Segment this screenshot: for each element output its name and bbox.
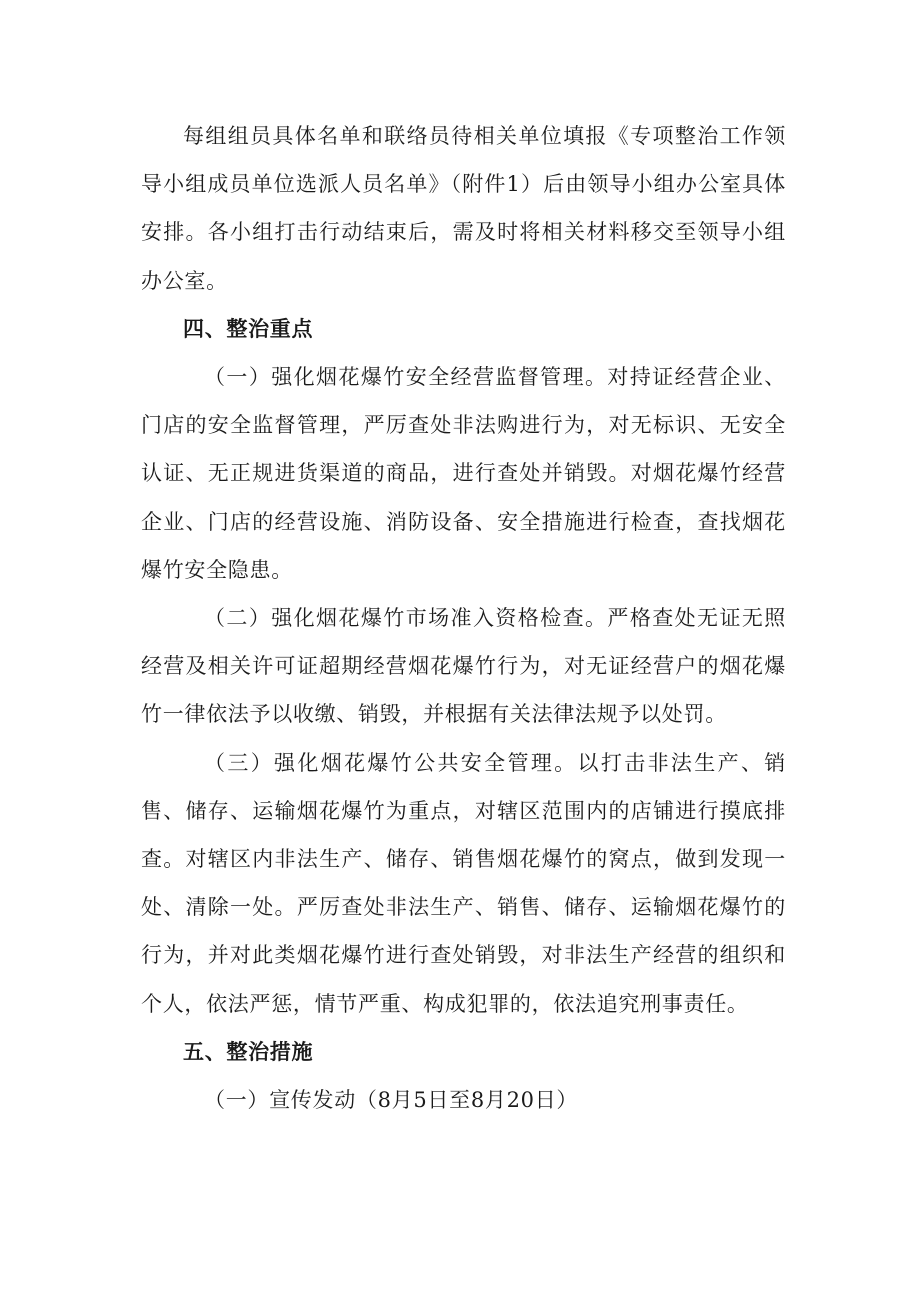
section-heading-rectification-measures: 五、整治措施	[183, 1039, 314, 1064]
section-heading-rectification-focus: 四、整治重点	[183, 316, 314, 341]
paragraph-measure-1: （一）宣传发动（8月5日至8月20日）	[204, 1088, 579, 1113]
paragraph-focus-3: （三）强化烟花爆竹公共安全管理。以打击非法生产、销售、储存、运输烟花爆竹为重点，对辖区范围内的店铺进行摸底排查。对辖区内非法生产、储存、销售烟花爆竹的窝点，做到发现一处、清除一处。严厉查处非法生产、销售、储存、运输烟花爆竹的行为，并对此类烟花爆竹进行查处销毁，对非法生产经营的组织和个人，依法严惩，情节严重、构成犯罪的，依法追究刑事责任。	[141, 750, 786, 1016]
document-body	[141, 112, 786, 1124]
paragraph-team-list: 每组组员具体名单和联络员待相关单位填报《专项整治工作领导小组成员单位选派人员名单》（附件1）后由领导小组办公室具体安排。各小组打击行动结束后，需及时将相关材料移交至领导小组办公室。	[141, 124, 786, 293]
paragraph-focus-1: （一）强化烟花爆竹安全经营监督管理。对持证经营企业、门店的安全监督管理，严厉查处非法购进行为，对无标识、无安全认证、无正规进货渠道的商品，进行查处并销毁。对烟花爆竹经营企业、门店的经营设施、消防设备、安全措施进行检查，查找烟花爆竹安全隐患。	[141, 365, 786, 582]
paragraph-focus-2: （二）强化烟花爆竹市场准入资格检查。严格查处无证无照经营及相关许可证超期经营烟花爆竹行为，对无证经营户的烟花爆竹一律依法予以收缴、销毁，并根据有关法律法规予以处罚。	[141, 606, 786, 727]
